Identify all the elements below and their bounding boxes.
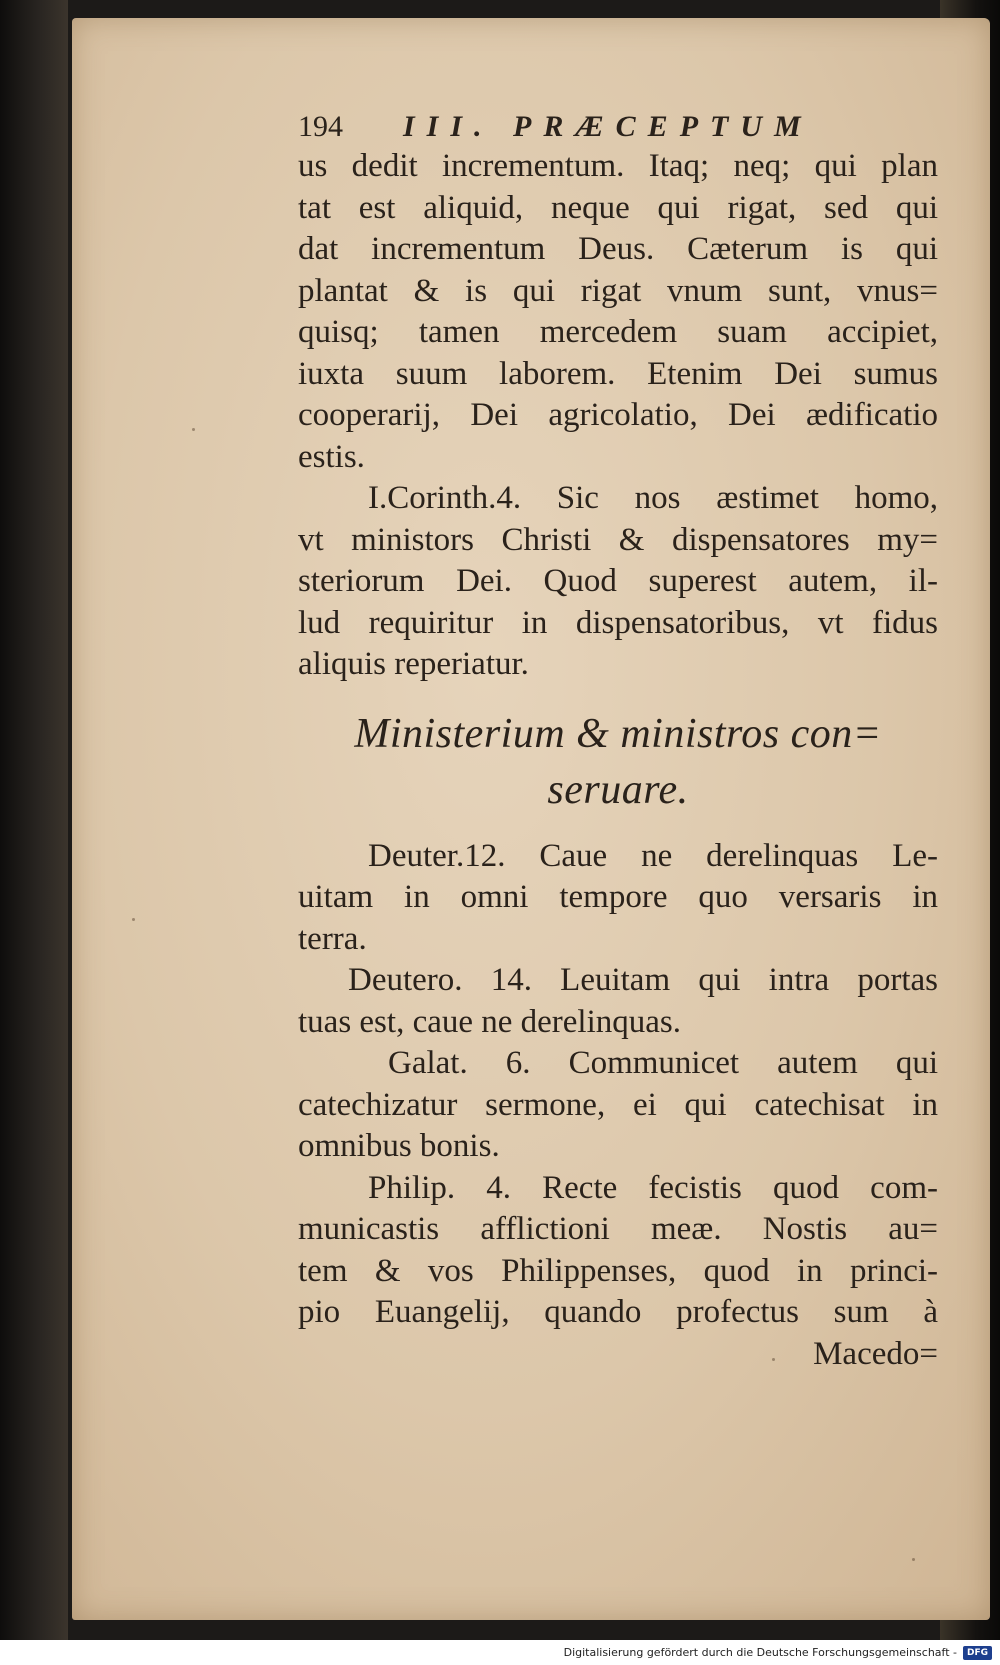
text-line: Deutero. 14. Leuitam qui intra portas bbox=[348, 962, 938, 998]
text-line: tuas est, caue ne derelinquas. bbox=[298, 1003, 682, 1040]
text-line: lud requiritur in dispensatoribus, vt fidus bbox=[298, 604, 938, 641]
text-line: terra. bbox=[298, 920, 367, 957]
text-line: Deuter.12. Caue ne derelinquas Le- bbox=[368, 837, 938, 874]
paragraph-5 bbox=[298, 1043, 938, 1168]
catchword: Macedo= bbox=[813, 1335, 938, 1372]
page-text bbox=[298, 110, 938, 1375]
text-line: I.Corinth.4. Sic nos æstimet homo, bbox=[368, 480, 938, 516]
text-line: catechizatur sermone, ei qui catechisat in bbox=[298, 1086, 938, 1123]
section-heading bbox=[298, 706, 938, 818]
book-spine bbox=[0, 0, 68, 1640]
paragraph-3 bbox=[298, 836, 938, 961]
page-number: 194 bbox=[298, 110, 343, 143]
book-page bbox=[72, 18, 990, 1620]
text-line: cooperarij, Dei agricolatio, Dei ædificatio bbox=[298, 397, 938, 433]
section-heading-line: Ministerium & ministros con= bbox=[354, 710, 882, 757]
text-line: uitam in omni tempore quo versaris in bbox=[298, 879, 938, 915]
text-line: steriorum Dei. Quod superest autem, il- bbox=[298, 563, 938, 599]
text-line: Galat. 6. Communicet autem qui bbox=[388, 1045, 938, 1081]
text-line: omnibus bonis. bbox=[298, 1128, 500, 1164]
paragraph-6 bbox=[298, 1168, 938, 1334]
footer-bar bbox=[0, 1640, 1000, 1665]
running-head-title: III. PRÆCEPTUM bbox=[403, 110, 813, 143]
footer-credit: Digitalisierung gefördert durch die Deutsche Forschungsgemeinschaft - bbox=[563, 1646, 957, 1659]
text-line: Philip. 4. Recte fecistis quod com- bbox=[368, 1169, 938, 1206]
text-line: vt ministors Christi & dispensatores my= bbox=[298, 521, 938, 558]
text-line: iuxta suum laborem. Etenim Dei sumus bbox=[298, 355, 938, 392]
running-head bbox=[298, 110, 938, 144]
text-line: quisq; tamen mercedem suam accipiet, bbox=[298, 314, 938, 350]
text-line: estis. bbox=[298, 438, 365, 475]
section-heading-line: seruare. bbox=[547, 766, 689, 813]
text-line: dat incrementum Deus. Cæterum is qui bbox=[298, 231, 938, 267]
paragraph-4 bbox=[298, 960, 938, 1043]
text-line: municastis afflictioni meæ. Nostis au= bbox=[298, 1211, 938, 1247]
text-line: aliquis reperiatur. bbox=[298, 646, 529, 682]
text-line: tat est aliquid, neque qui rigat, sed qui bbox=[298, 189, 938, 226]
text-line: tem & vos Philippenses, quod in princi- bbox=[298, 1252, 938, 1289]
text-line: pio Euangelij, quando profectus sum à bbox=[298, 1294, 938, 1330]
text-line: plantat & is qui rigat vnum sunt, vnus= bbox=[298, 272, 938, 309]
paragraph-2 bbox=[298, 478, 938, 686]
text-line: us dedit incrementum. Itaq; neq; qui plan bbox=[298, 148, 938, 184]
paragraph-1 bbox=[298, 146, 938, 478]
dfg-logo-icon: DFG bbox=[963, 1646, 992, 1660]
